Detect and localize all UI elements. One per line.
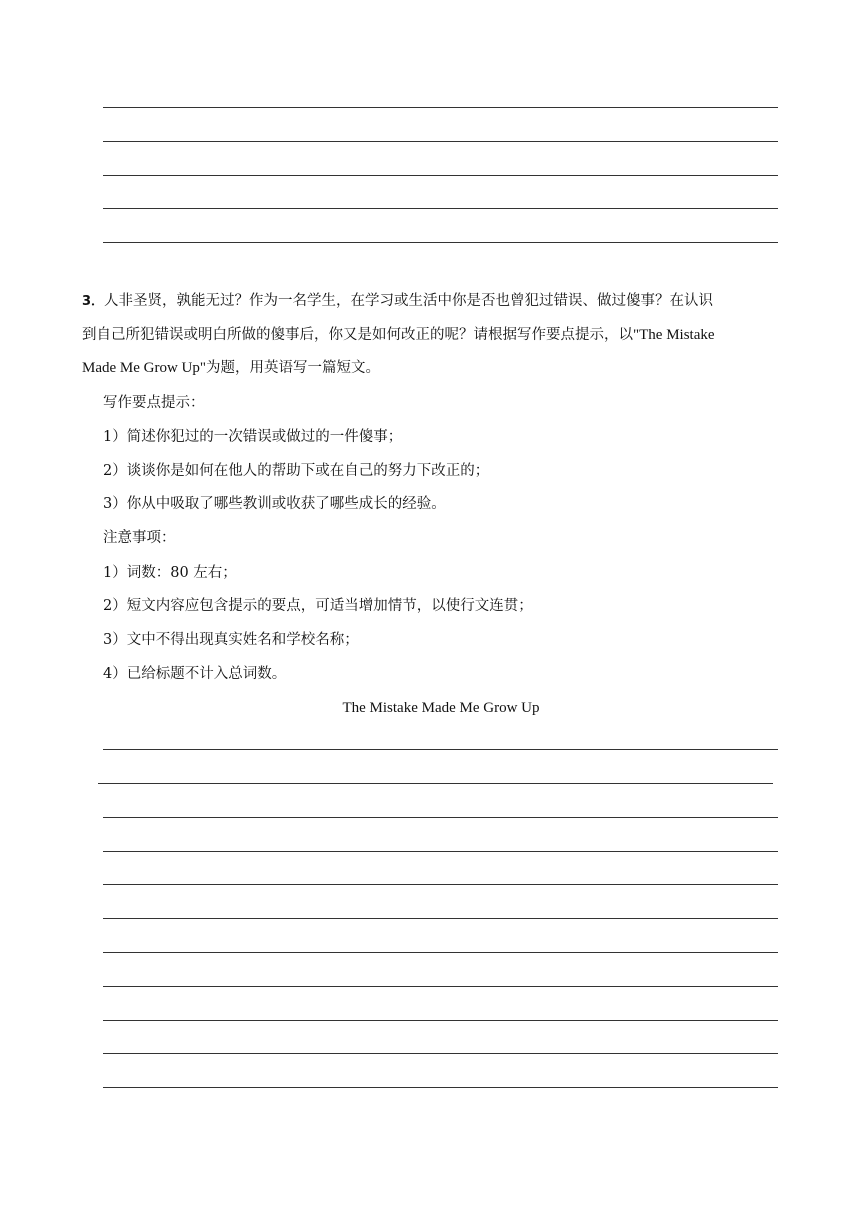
answer-line [103,918,778,919]
answer-line [103,242,778,243]
notes-heading: 注意事项： [103,530,176,546]
answer-line [103,817,778,818]
note-item: 1）词数：80 左右； [103,565,237,581]
writing-point-item: 2）谈谈你是如何在他人的帮助下或在自己的努力下改正的； [103,463,490,479]
note-item: 2）短文内容应包含提示的要点，可适当增加情节，以使行文连贯； [103,598,533,614]
answer-line [103,884,778,885]
essay-title: The Mistake Made Me Grow Up [342,700,540,716]
answer-line [103,141,778,142]
question-prompt-line-2: 到自己所犯错误或明白所做的傻事后，你又是如何改正的呢？请根据写作要点提示，以"The Mistake [82,327,715,343]
note-item: 3）文中不得出现真实姓名和学校名称； [103,632,359,648]
answer-line [103,986,778,987]
answer-line [98,783,773,784]
writing-point-item: 3）你从中吸取了哪些教训或收获了哪些成长的经验。 [103,496,446,512]
answer-line [103,952,778,953]
question-number: 3． [82,294,105,309]
question-prompt-line-1: 3．人非圣贤，孰能无过？作为一名学生，在学习或生活中你是否也曾犯过错误、做过傻事？在认识 [82,293,714,309]
answer-line [103,1053,778,1054]
answer-line [103,1087,778,1088]
question-prompt-line-3: Made Me Grow Up"为题，用英语写一篇短文。 [82,360,381,376]
writing-point-item: 1）简述你犯过的一次错误或做过的一件傻事； [103,429,403,445]
answer-line [103,851,778,852]
answer-line [103,107,778,108]
answer-line [103,208,778,209]
note-item: 4）已给标题不计入总词数。 [103,666,287,682]
answer-line [103,1020,778,1021]
answer-line [103,749,778,750]
writing-points-heading: 写作要点提示： [103,395,205,411]
answer-line [103,175,778,176]
